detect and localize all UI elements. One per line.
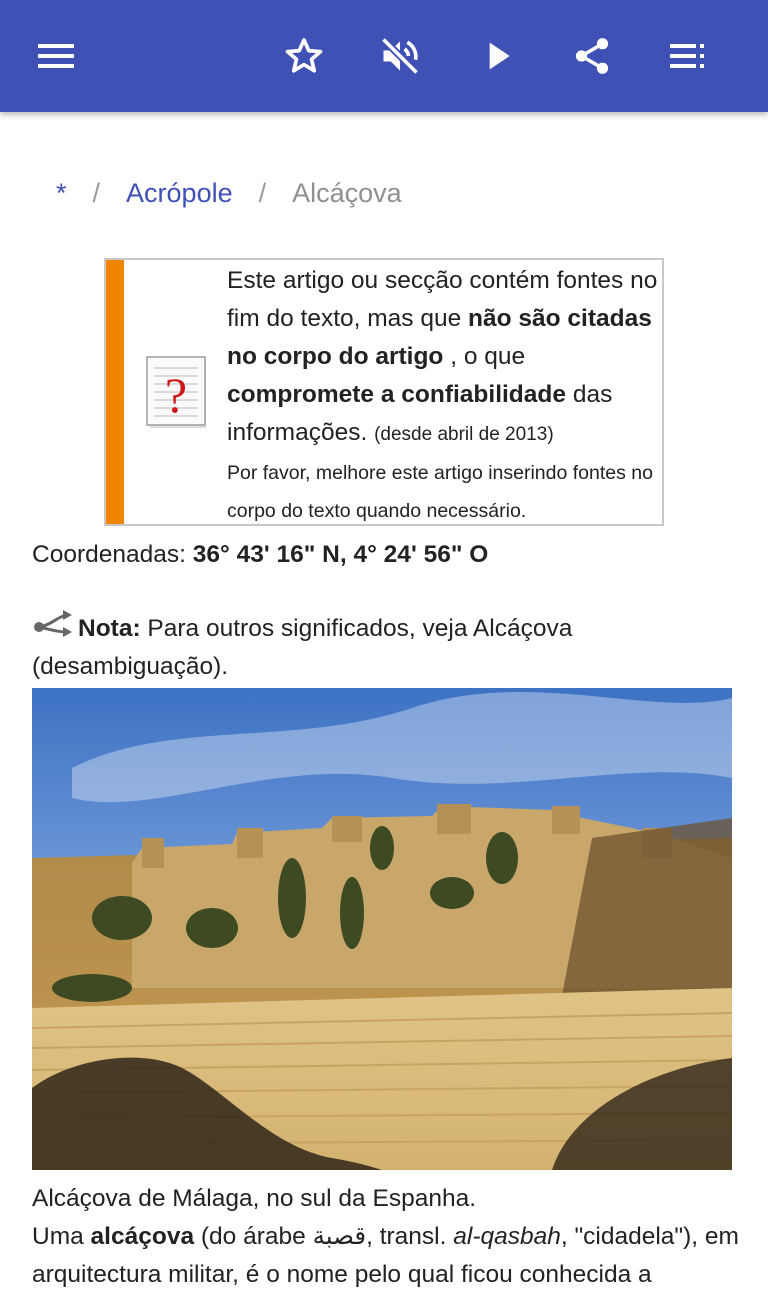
note-label: Nota:	[78, 615, 141, 642]
breadcrumb-home-link[interactable]: *	[56, 178, 67, 208]
citation-notice	[104, 258, 664, 526]
playlist-icon	[668, 40, 708, 72]
notice-text-part: Este artigo ou secção contém fontes no fim do texto, mas que	[227, 267, 658, 332]
question-document-icon	[146, 356, 208, 435]
coordinates	[32, 536, 488, 574]
favorite-button[interactable]	[276, 28, 332, 84]
coordinates-value[interactable]: 36° 43' 16" N, 4° 24' 56" O	[192, 541, 489, 568]
share-button[interactable]	[564, 28, 620, 84]
menu-button[interactable]	[28, 28, 84, 84]
breadcrumb-separator: /	[258, 178, 267, 208]
breadcrumb	[56, 178, 402, 209]
menu-icon	[36, 40, 76, 72]
breadcrumb-current: Alcáçova	[292, 178, 402, 208]
star-outline-icon	[282, 34, 326, 78]
notice-accent-bar	[106, 260, 124, 524]
paragraph-text: , "cidadela"),	[560, 1223, 699, 1250]
coordinates-label: Coordenadas:	[32, 541, 186, 568]
notice-date: (desde abril de 2013)	[374, 424, 554, 445]
share-icon	[571, 35, 613, 77]
app-bar	[0, 0, 768, 112]
paragraph-term: alcáçova	[90, 1223, 195, 1250]
notice-text-part: , o que	[450, 343, 526, 370]
arabic-word: قصبة	[312, 1223, 367, 1250]
transliteration: al-qasbah	[453, 1223, 561, 1250]
paragraph-text: , transl.	[366, 1223, 447, 1250]
mute-button[interactable]	[372, 28, 428, 84]
notice-bold-part: compromete a confiabilidade	[227, 381, 566, 408]
paragraph-text: Uma	[32, 1223, 84, 1250]
paragraph-text: em arquitectura militar, é o nome pelo qual ficou conhecida a	[32, 1223, 739, 1288]
play-button[interactable]	[470, 28, 526, 84]
note-text[interactable]: Para outros significados, veja Alcáçova (desambiguação).	[32, 615, 573, 680]
paragraph-text: (do árabe	[200, 1223, 306, 1250]
article-image[interactable]	[32, 688, 732, 1170]
notice-subtext: Por favor, melhore este artigo inserindo fontes no corpo do texto quando necessário.	[227, 462, 653, 522]
disambiguation-icon	[32, 608, 74, 638]
notice-text-part: das informações.	[227, 381, 613, 446]
play-icon	[478, 36, 518, 76]
image-caption: Alcáçova de Málaga, no sul da Espanha.	[32, 1185, 477, 1212]
disambiguation-note	[32, 608, 732, 686]
breadcrumb-parent-link[interactable]: Acrópole	[126, 178, 233, 208]
volume-off-icon	[378, 34, 422, 78]
svg-text:?: ?	[164, 367, 188, 423]
notice-text	[227, 262, 659, 530]
contents-button[interactable]	[660, 28, 716, 84]
notice-bold-part: não são citadas no corpo do artigo	[227, 305, 652, 370]
breadcrumb-separator: /	[92, 178, 101, 208]
article-paragraph	[32, 1218, 742, 1294]
